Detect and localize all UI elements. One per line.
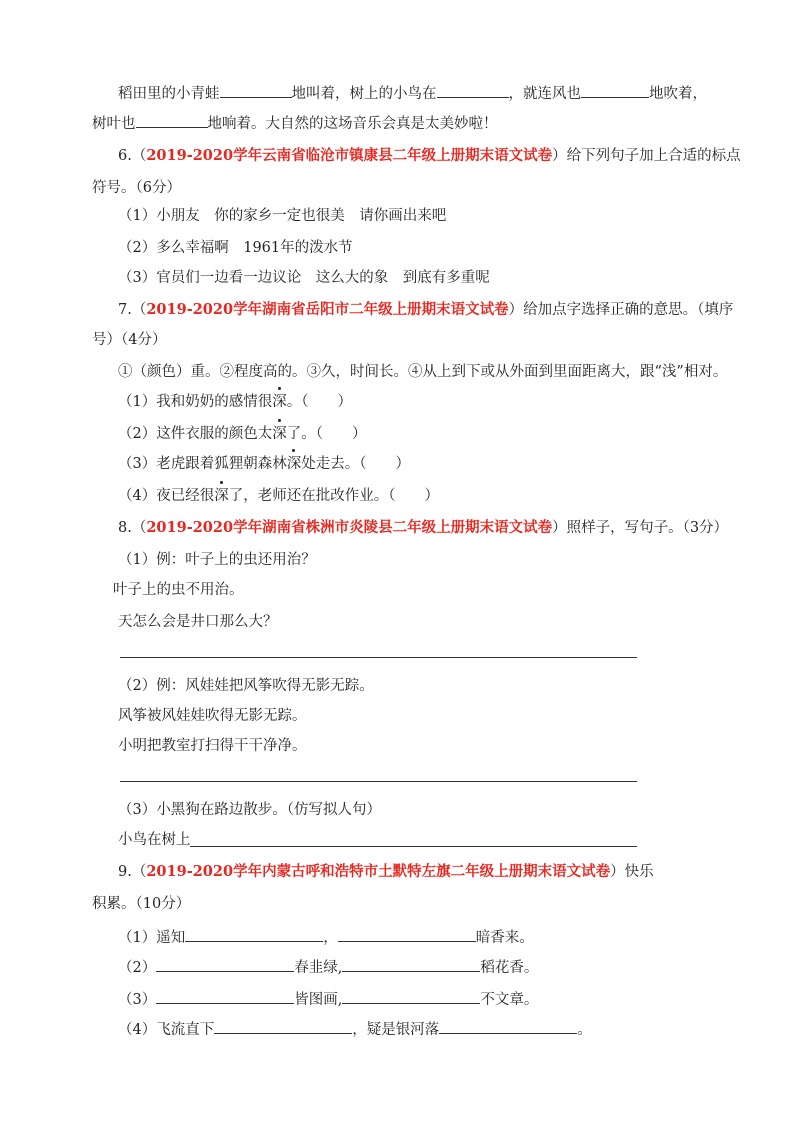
q7-item-4: （4）夜已经很深了，老师还在批改作业。（ ） — [118, 488, 439, 504]
dotted-char: 深 — [286, 456, 302, 472]
q6-header-2: 符号。（6分） — [92, 180, 181, 196]
q7-item-2: （2）这件衣服的颜色太深了。（ ） — [118, 426, 367, 442]
q6-header: 6.（2019-2020学年云南省临沧市镇康县二年级上册期末语文试卷）给下列句子加上合适的标点 — [118, 147, 741, 164]
answer-blank[interactable] — [156, 956, 294, 972]
q8-header: 8.（2019-2020学年湖南省株洲市炎陵县二年级上册期末语文试卷）照样子，写句子。（3分） — [118, 519, 729, 536]
answer-line[interactable] — [190, 846, 637, 847]
q9-source: 2019-2020学年内蒙古呼和浩特市土默特左旗二年级上册期末语文试卷 — [146, 863, 611, 880]
q7-item-3: （3）老虎跟着狐狸朝森林深处走去。（ ） — [118, 456, 410, 472]
q9-item-1: （1）遥知 ， 暗香来。 — [118, 926, 534, 948]
answer-blank[interactable] — [342, 956, 480, 972]
passage-line-1: 稻田里的小青蛙 地叫着，树上的小鸟在 ，就连风也 地吹着， — [118, 82, 707, 104]
q8-example-3: （3）小黑狗在路边散步。（仿写拟人句） — [118, 802, 381, 818]
q7-header-2: 号）（4分） — [92, 332, 167, 348]
q6-source: 2019-2020学年云南省临沧市镇康县二年级上册期末语文试卷 — [146, 147, 553, 164]
q8-example-2: （2）例：风娃娃把风筝吹得无影无踪。 — [118, 678, 374, 694]
dotted-char: 深 — [214, 488, 229, 504]
answer-blank[interactable] — [185, 926, 323, 942]
q7-options: ①（颜色）重。②程度高的。③久，时间长。④从上到下或从外面到里面距离大，跟“浅”相对。 — [118, 364, 728, 380]
q8-prompt-1: 天怎么会是井口那么大？ — [118, 614, 278, 630]
q8-example-1-answer: 叶子上的虫不用治。 — [113, 582, 244, 598]
answer-blank[interactable] — [342, 988, 480, 1004]
q9-header-2: 积累。（10分） — [92, 896, 191, 912]
answer-blank[interactable] — [437, 82, 509, 98]
answer-line[interactable] — [120, 781, 637, 782]
answer-blank[interactable] — [214, 1018, 352, 1034]
answer-blank[interactable] — [136, 112, 208, 128]
q9-item-3: （3） 皆图画, 不文章。 — [118, 988, 538, 1010]
q7-item-1: （1）我和奶奶的感情很深。（ ） — [118, 394, 352, 410]
q6-item-3: （3）官员们一边看一边议论 这么大的象 到底有多重呢 — [118, 270, 490, 286]
q8-prompt-2: 小明把教室打扫得干干净净。 — [118, 738, 307, 754]
q6-item-1: （1）小朋友 你的家乡一定也很美 请你画出来吧 — [118, 208, 447, 224]
answer-blank[interactable] — [439, 1018, 577, 1034]
answer-blank[interactable] — [581, 82, 649, 98]
q7-header: 7.（2019-2020学年湖南省岳阳市二年级上册期末语文试卷）给加点字选择正确的意思。（填序 — [118, 301, 734, 318]
q8-example-1: （1）例：叶子上的虫还用治？ — [118, 552, 316, 568]
q6-item-2: （2）多么幸福啊 1961年的泼水节 — [118, 240, 353, 256]
passage-line-2: 树叶也 地响着。大自然的这场音乐会真是太美妙啦！ — [92, 112, 498, 134]
dotted-char: 深 — [272, 426, 287, 442]
answer-blank[interactable] — [156, 988, 294, 1004]
q8-prompt-3: 小鸟在树上 — [118, 832, 191, 848]
q8-example-2-answer: 风筝被风娃娃吹得无影无踪。 — [118, 708, 307, 724]
q9-header: 9.（2019-2020学年内蒙古呼和浩特市土默特左旗二年级上册期末语文试卷）快乐 — [118, 863, 654, 880]
dotted-char: 深 — [272, 394, 287, 410]
answer-line[interactable] — [120, 657, 637, 658]
q9-item-4: （4）飞流直下 ，疑是银河落 。 — [118, 1018, 592, 1040]
answer-blank[interactable] — [220, 82, 292, 98]
q8-source: 2019-2020学年湖南省株洲市炎陵县二年级上册期末语文试卷 — [146, 519, 553, 536]
q7-source: 2019-2020学年湖南省岳阳市二年级上册期末语文试卷 — [146, 301, 509, 318]
q9-item-2: （2） 春韭绿, 稻花香。 — [118, 956, 538, 978]
answer-blank[interactable] — [338, 926, 476, 942]
